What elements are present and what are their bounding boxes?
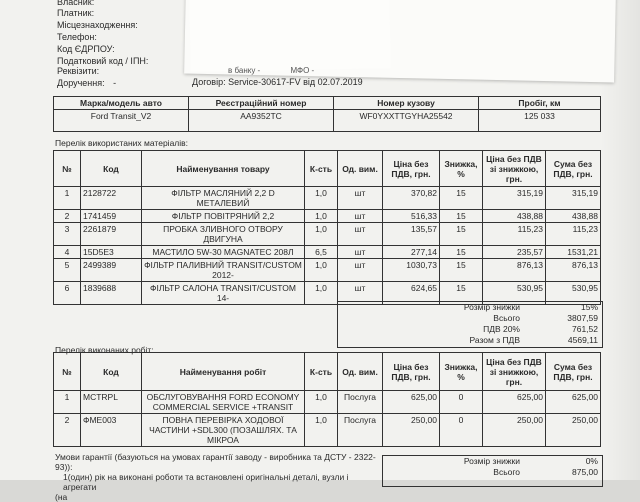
- overlapping-paper-inner: [189, 0, 390, 72]
- materials-cell-n: 6: [54, 282, 81, 305]
- works-summary: [382, 455, 603, 487]
- vehicle-header-body: Номер кузову: [334, 97, 479, 110]
- works-cell-unit: Послуга: [338, 391, 383, 414]
- materials-cell-price: 516,33: [383, 210, 440, 223]
- materials-cell-disc: 15: [440, 187, 483, 210]
- materials-cell-dprice: 115,23: [483, 223, 546, 246]
- mat-header-disc: Знижка, %: [440, 151, 483, 187]
- works-cell-n: 2: [54, 414, 81, 447]
- warranty-text: [55, 452, 380, 502]
- materials-cell-price: 135,57: [383, 223, 440, 246]
- materials-cell-name: ФІЛЬТР ПОВІТРЯНИЙ 2,2: [142, 210, 305, 223]
- materials-cell-sum: 876,13: [546, 259, 601, 282]
- location-label: Місцезнаходження:: [57, 20, 138, 30]
- owner-label: Власник:: [57, 0, 95, 7]
- materials-cell-n: 2: [54, 210, 81, 223]
- materials-cell-price: 1030,73: [383, 259, 440, 282]
- requisites-label: Реквізити:: [57, 66, 100, 76]
- entrusted-label-text: Доручення:: [57, 78, 105, 88]
- tax-code-label: Податковий код / ІПН:: [57, 56, 149, 66]
- materials-cell-sum: 530,95: [546, 282, 601, 305]
- materials-cell-code: 1741459: [81, 210, 142, 223]
- mat-header-sum: Сума без ПДВ, грн.: [546, 151, 601, 187]
- works-cell-disc: 0: [440, 414, 483, 447]
- materials-cell-code: 2261879: [81, 223, 142, 246]
- materials-cell-unit: шт: [338, 282, 383, 305]
- works-cell-disc: 0: [440, 391, 483, 414]
- summary-row: [383, 456, 602, 467]
- warranty-line-1: Умови гарантії (базуються на умовах гарантії заводу - виробника та ДСТУ - 2322-93)):: [55, 452, 376, 472]
- works-cell-code: ФМЕ003: [81, 414, 142, 447]
- summary-label: Всього: [493, 313, 520, 323]
- materials-cell-disc: 15: [440, 223, 483, 246]
- mat-header-unit: Од. вим.: [338, 151, 383, 187]
- mat-header-qty: К-сть: [305, 151, 338, 187]
- materials-cell-n: 4: [54, 246, 81, 259]
- summary-label: Розмір знижки: [463, 456, 520, 466]
- work-header-sum: Сума без ПДВ, грн.: [546, 353, 601, 391]
- materials-cell-qty: 1,0: [305, 187, 338, 210]
- table-row: [54, 223, 601, 246]
- materials-cell-dprice: 235,57: [483, 246, 546, 259]
- works-cell-dprice: 250,00: [483, 414, 546, 447]
- works-cell-name: ОБСЛУГОВУВАННЯ FORD ECONOMY COMMERCIAL SERVICE +TRANSIT: [142, 391, 305, 414]
- works-cell-n: 1: [54, 391, 81, 414]
- materials-cell-sum: 1531,21: [546, 246, 601, 259]
- warranty-line-2: 1(один) рік на виконані роботи та встановлені оригінальні деталі, вузли і агрегати: [63, 472, 349, 492]
- table-row: [54, 414, 601, 447]
- mat-header-code: Код: [81, 151, 142, 187]
- work-header-qty: К-сть: [305, 353, 338, 391]
- materials-cell-code: 2128722: [81, 187, 142, 210]
- summary-value: 4569,11: [567, 335, 598, 345]
- vehicle-model: Ford Transit_V2: [54, 110, 189, 132]
- edrpou-label: Код ЄДРПОУ:: [57, 44, 115, 54]
- works-cell-qty: 1,0: [305, 414, 338, 447]
- materials-cell-dprice: 530,95: [483, 282, 546, 305]
- works-cell-code: MCTRPL: [81, 391, 142, 414]
- works-body: [54, 391, 601, 447]
- summary-value: 761,52: [572, 324, 598, 334]
- materials-cell-name: ФІЛЬТР МАСЛЯНИЙ 2,2 D МЕТАЛЕВИЙ: [142, 187, 305, 210]
- materials-cell-dprice: 315,19: [483, 187, 546, 210]
- materials-cell-n: 1: [54, 187, 81, 210]
- materials-cell-qty: 1,0: [305, 223, 338, 246]
- materials-cell-unit: шт: [338, 187, 383, 210]
- materials-cell-n: 3: [54, 223, 81, 246]
- vehicle-body-number: WF0YXXTTGYHA25542: [334, 110, 479, 132]
- contract-line: Договір: Service-30617-FV від 02.07.2019: [192, 77, 363, 87]
- materials-cell-n: 5: [54, 259, 81, 282]
- summary-label: ПДВ 20%: [483, 324, 520, 334]
- summary-row: [338, 313, 602, 324]
- works-cell-unit: Послуга: [338, 414, 383, 447]
- materials-cell-dprice: 876,13: [483, 259, 546, 282]
- works-title: Перелік виконаних робіт:: [55, 345, 154, 355]
- materials-cell-qty: 6,5: [305, 246, 338, 259]
- materials-cell-price: 624,65: [383, 282, 440, 305]
- works-cell-dprice: 625,00: [483, 391, 546, 414]
- table-row: [54, 246, 601, 259]
- summary-row: [383, 467, 602, 478]
- vehicle-reg-number: AA9352TC: [189, 110, 334, 132]
- materials-cell-unit: шт: [338, 246, 383, 259]
- materials-cell-sum: 438,88: [546, 210, 601, 223]
- bank-fragment: в банку -: [228, 66, 261, 75]
- materials-cell-name: ПРОБКА ЗЛИВНОГО ОТВОРУ ДВИГУНА: [142, 223, 305, 246]
- summary-row: [338, 302, 602, 313]
- work-header-disc: Знижка, %: [440, 353, 483, 391]
- works-cell-name: ПОВНА ПЕРЕВІРКА ХОДОВОЇ ЧАСТИНИ +SDL300 (ПОЗАШЛЯХ. ТА МІКРОА: [142, 414, 305, 447]
- summary-value: 3807,59: [567, 313, 598, 323]
- table-row: [54, 391, 601, 414]
- materials-cell-name: МАСТИЛО 5W-30 MAGNATEC 208Л: [142, 246, 305, 259]
- work-header-n: №: [54, 353, 81, 391]
- work-header-code: Код: [81, 353, 142, 391]
- summary-row: [338, 335, 602, 346]
- materials-title: Перелік використаних матеріалів:: [55, 138, 189, 148]
- materials-cell-sum: 315,19: [546, 187, 601, 210]
- vehicle-header-reg: Реєстраційний номер: [189, 97, 334, 110]
- materials-cell-dprice: 438,88: [483, 210, 546, 223]
- works-cell-price: 250,00: [383, 414, 440, 447]
- vehicle-table: [53, 96, 601, 132]
- table-row: [54, 210, 601, 223]
- work-header-price: Ціна без ПДВ, грн.: [383, 353, 440, 391]
- summary-value: 15%: [580, 302, 598, 312]
- warranty-line-3: (на: [55, 492, 68, 502]
- materials-cell-code: 15D5E3: [81, 246, 142, 259]
- summary-label: Разом з ПДВ: [469, 335, 520, 345]
- materials-cell-disc: 15: [440, 282, 483, 305]
- work-header-dprice: Ціна без ПДВ зі знижкою, грн.: [483, 353, 546, 391]
- materials-cell-name: ФІЛЬТР САЛОНА TRANSIT/CUSTOM 14-: [142, 282, 305, 305]
- mat-header-name: Найменування товару: [142, 151, 305, 187]
- works-cell-price: 625,00: [383, 391, 440, 414]
- work-header-name: Найменування робіт: [142, 353, 305, 391]
- materials-cell-qty: 1,0: [305, 282, 338, 305]
- works-cell-sum: 250,00: [546, 414, 601, 447]
- summary-row: [338, 324, 602, 335]
- table-row: [54, 187, 601, 210]
- payer-label: Платник:: [57, 8, 95, 18]
- materials-cell-sum: 115,23: [546, 223, 601, 246]
- materials-table: [53, 150, 601, 305]
- materials-cell-qty: 1,0: [305, 210, 338, 223]
- entrusted-value: -: [113, 78, 117, 88]
- materials-cell-name: ФІЛЬТР ПАЛИВНИЙ TRANSIT/CUSTOM 2012-: [142, 259, 305, 282]
- materials-cell-code: 1839688: [81, 282, 142, 305]
- vehicle-header-model: Марка/модель авто: [54, 97, 189, 110]
- materials-cell-disc: 15: [440, 210, 483, 223]
- phone-label: Телефон:: [57, 32, 97, 42]
- mat-header-dprice: Ціна без ПДВ зі знижкою, грн.: [483, 151, 546, 187]
- works-cell-sum: 625,00: [546, 391, 601, 414]
- materials-cell-disc: 15: [440, 246, 483, 259]
- mat-header-price: Ціна без ПДВ, грн.: [383, 151, 440, 187]
- materials-cell-code: 2499389: [81, 259, 142, 282]
- materials-cell-unit: шт: [338, 223, 383, 246]
- materials-cell-unit: шт: [338, 259, 383, 282]
- works-cell-qty: 1,0: [305, 391, 338, 414]
- bank-line: [228, 66, 314, 75]
- summary-label: Розмір знижки: [463, 302, 520, 312]
- materials-cell-disc: 15: [440, 259, 483, 282]
- materials-body: [54, 187, 601, 305]
- works-table: [53, 352, 601, 447]
- materials-cell-qty: 1,0: [305, 259, 338, 282]
- work-header-unit: Од. вим.: [338, 353, 383, 391]
- materials-summary: [337, 301, 603, 348]
- mfo-fragment: МФО -: [290, 66, 315, 75]
- vehicle-mileage: 125 033: [479, 110, 601, 132]
- mat-header-n: №: [54, 151, 81, 187]
- materials-cell-price: 277,14: [383, 246, 440, 259]
- summary-value: 0%: [585, 456, 598, 466]
- vehicle-header-mileage: Пробіг, км: [479, 97, 601, 110]
- summary-label: Всього: [493, 467, 520, 477]
- table-row: [54, 259, 601, 282]
- entrusted-label: [57, 78, 116, 89]
- summary-value: 875,00: [572, 467, 598, 477]
- materials-cell-price: 370,82: [383, 187, 440, 210]
- materials-cell-unit: шт: [338, 210, 383, 223]
